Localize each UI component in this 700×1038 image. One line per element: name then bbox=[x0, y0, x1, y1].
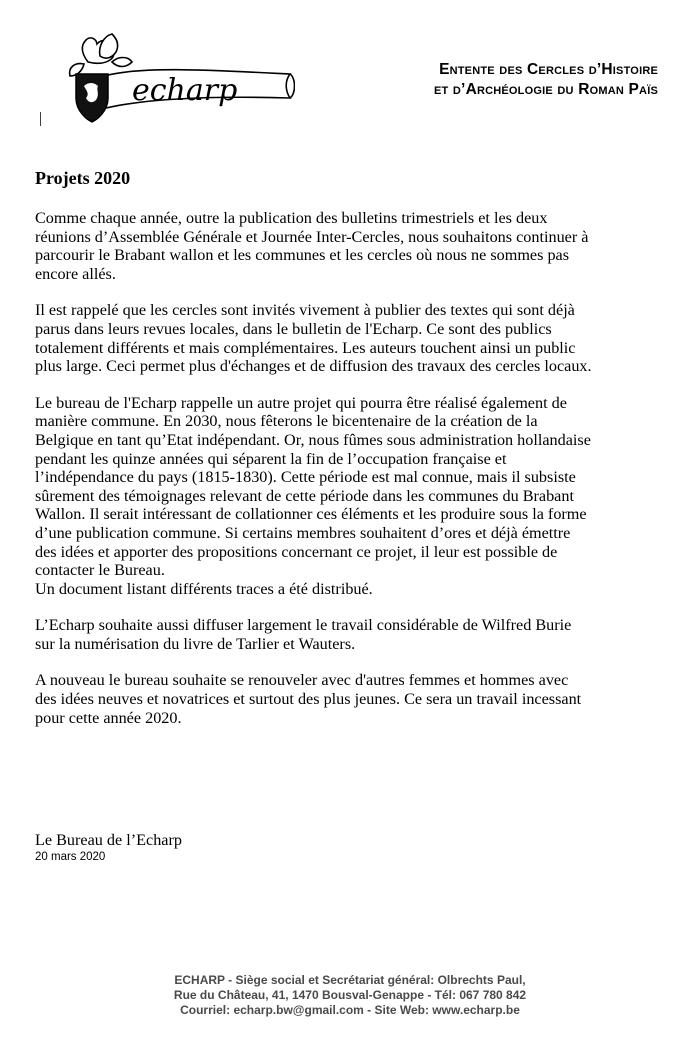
page-title: Projets 2020 bbox=[35, 168, 131, 188]
logo-graphic bbox=[40, 32, 295, 127]
text-line: Belgique en tant qu’Etat indépendant. Or, nous fûmes sous administration hollandaise bbox=[35, 430, 591, 449]
text-line: pendant les quinze années qui séparent la fin de l’occupation française et bbox=[35, 449, 507, 468]
text-line: l’indépendance du pays (1815-1830). Cette période est mal connue, mais il subsiste bbox=[35, 468, 576, 487]
text-line: des idées et apporter des propositions concernant ce projet, il leur est possible de bbox=[35, 542, 558, 561]
text-line: parus dans leurs revues locales, dans le bulletin de l'Echarp. Ce sont des publics bbox=[35, 319, 552, 338]
signature-block bbox=[35, 831, 182, 864]
text-line: manière commune. En 2030, nous fêterons le bicentenaire de la création de la bbox=[35, 412, 538, 431]
echarp-logo bbox=[40, 32, 295, 127]
text-line: des idées neuves et novatrices et surtout des plus jeunes. Ce sera un travail incessant bbox=[35, 690, 582, 709]
text-line: réunions d’Assemblée Générale et Journée Inter-Cercles, nous souhaitons continuer à bbox=[35, 227, 589, 246]
footer-line-1: ECHARP - Siège social et Secrétariat général: Olbrechts Paul, bbox=[174, 973, 526, 987]
text-line: encore allés. bbox=[35, 264, 116, 283]
organization-name bbox=[318, 60, 658, 100]
text-line: Un document listant différents traces a été distribué. bbox=[35, 579, 373, 598]
oak-leaves-icon bbox=[70, 34, 132, 76]
text-line: parcourir le Brabant wallon et les communes et les cercles où nous ne sommes pas bbox=[35, 246, 570, 265]
text-line: Le bureau de l'Echarp rappelle un autre projet qui pourra être réalisé également de bbox=[35, 393, 567, 412]
text-line: A nouveau le bureau souhaite se renouveler avec d'autres femmes et hommes avec bbox=[35, 671, 569, 690]
signature-name: Le Bureau de l’Echarp bbox=[35, 831, 182, 849]
text-line: Comme chaque année, outre la publication des bulletins trimestriels et les deux bbox=[35, 209, 548, 227]
text-line: plus large. Ceci permet plus d'échanges et de diffusion des travaux des cercles locaux. bbox=[35, 357, 592, 376]
logo-wordmark: echarp bbox=[132, 73, 238, 108]
org-line-1: Entente des Cercles d’Histoire bbox=[439, 61, 658, 78]
paragraph bbox=[35, 616, 675, 653]
text-line: sur la numérisation du livre de Tarlier et Wauters. bbox=[35, 634, 356, 653]
text-line: pour cette année 2020. bbox=[35, 708, 182, 727]
document-body bbox=[35, 209, 675, 745]
footer-line-2: Rue du Château, 41, 1470 Bousval-Genappe - Tél: 067 780 842 bbox=[173, 988, 527, 1002]
text-line: L’Echarp souhaite aussi diffuser largement le travail considérable de Wilfred Burie bbox=[35, 616, 572, 635]
text-line: totalement différents et mais complémentaires. Les auteurs touchent ainsi un public bbox=[35, 338, 576, 357]
footer-line-3: Courriel: echarp.bw@gmail.com - Site Web: www.echarp.be bbox=[180, 1003, 520, 1017]
text-line: Il est rappelé que les cercles sont invités vivement à publier des textes qui sont déjà bbox=[35, 301, 575, 320]
text-line: sûrement des témoignages relevant de cette période dans les communes du Brabant bbox=[35, 486, 574, 505]
text-line: Wallon. Il serait intéressant de collationner ces éléments et les produire sous la forme bbox=[35, 505, 587, 524]
text-line: d’une publication commune. Si certains membres souhaitent d’ores et déjà émettre bbox=[35, 523, 571, 542]
paragraph bbox=[35, 209, 675, 283]
footer-contact bbox=[0, 973, 700, 1018]
paragraph bbox=[35, 301, 675, 375]
paragraph bbox=[35, 394, 675, 599]
paragraph bbox=[35, 671, 675, 727]
org-line-2: et d’Archéologie du Roman Païs bbox=[433, 81, 658, 98]
signature-date: 20 mars 2020 bbox=[35, 851, 106, 863]
text-line: contacter le Bureau. bbox=[35, 561, 165, 580]
